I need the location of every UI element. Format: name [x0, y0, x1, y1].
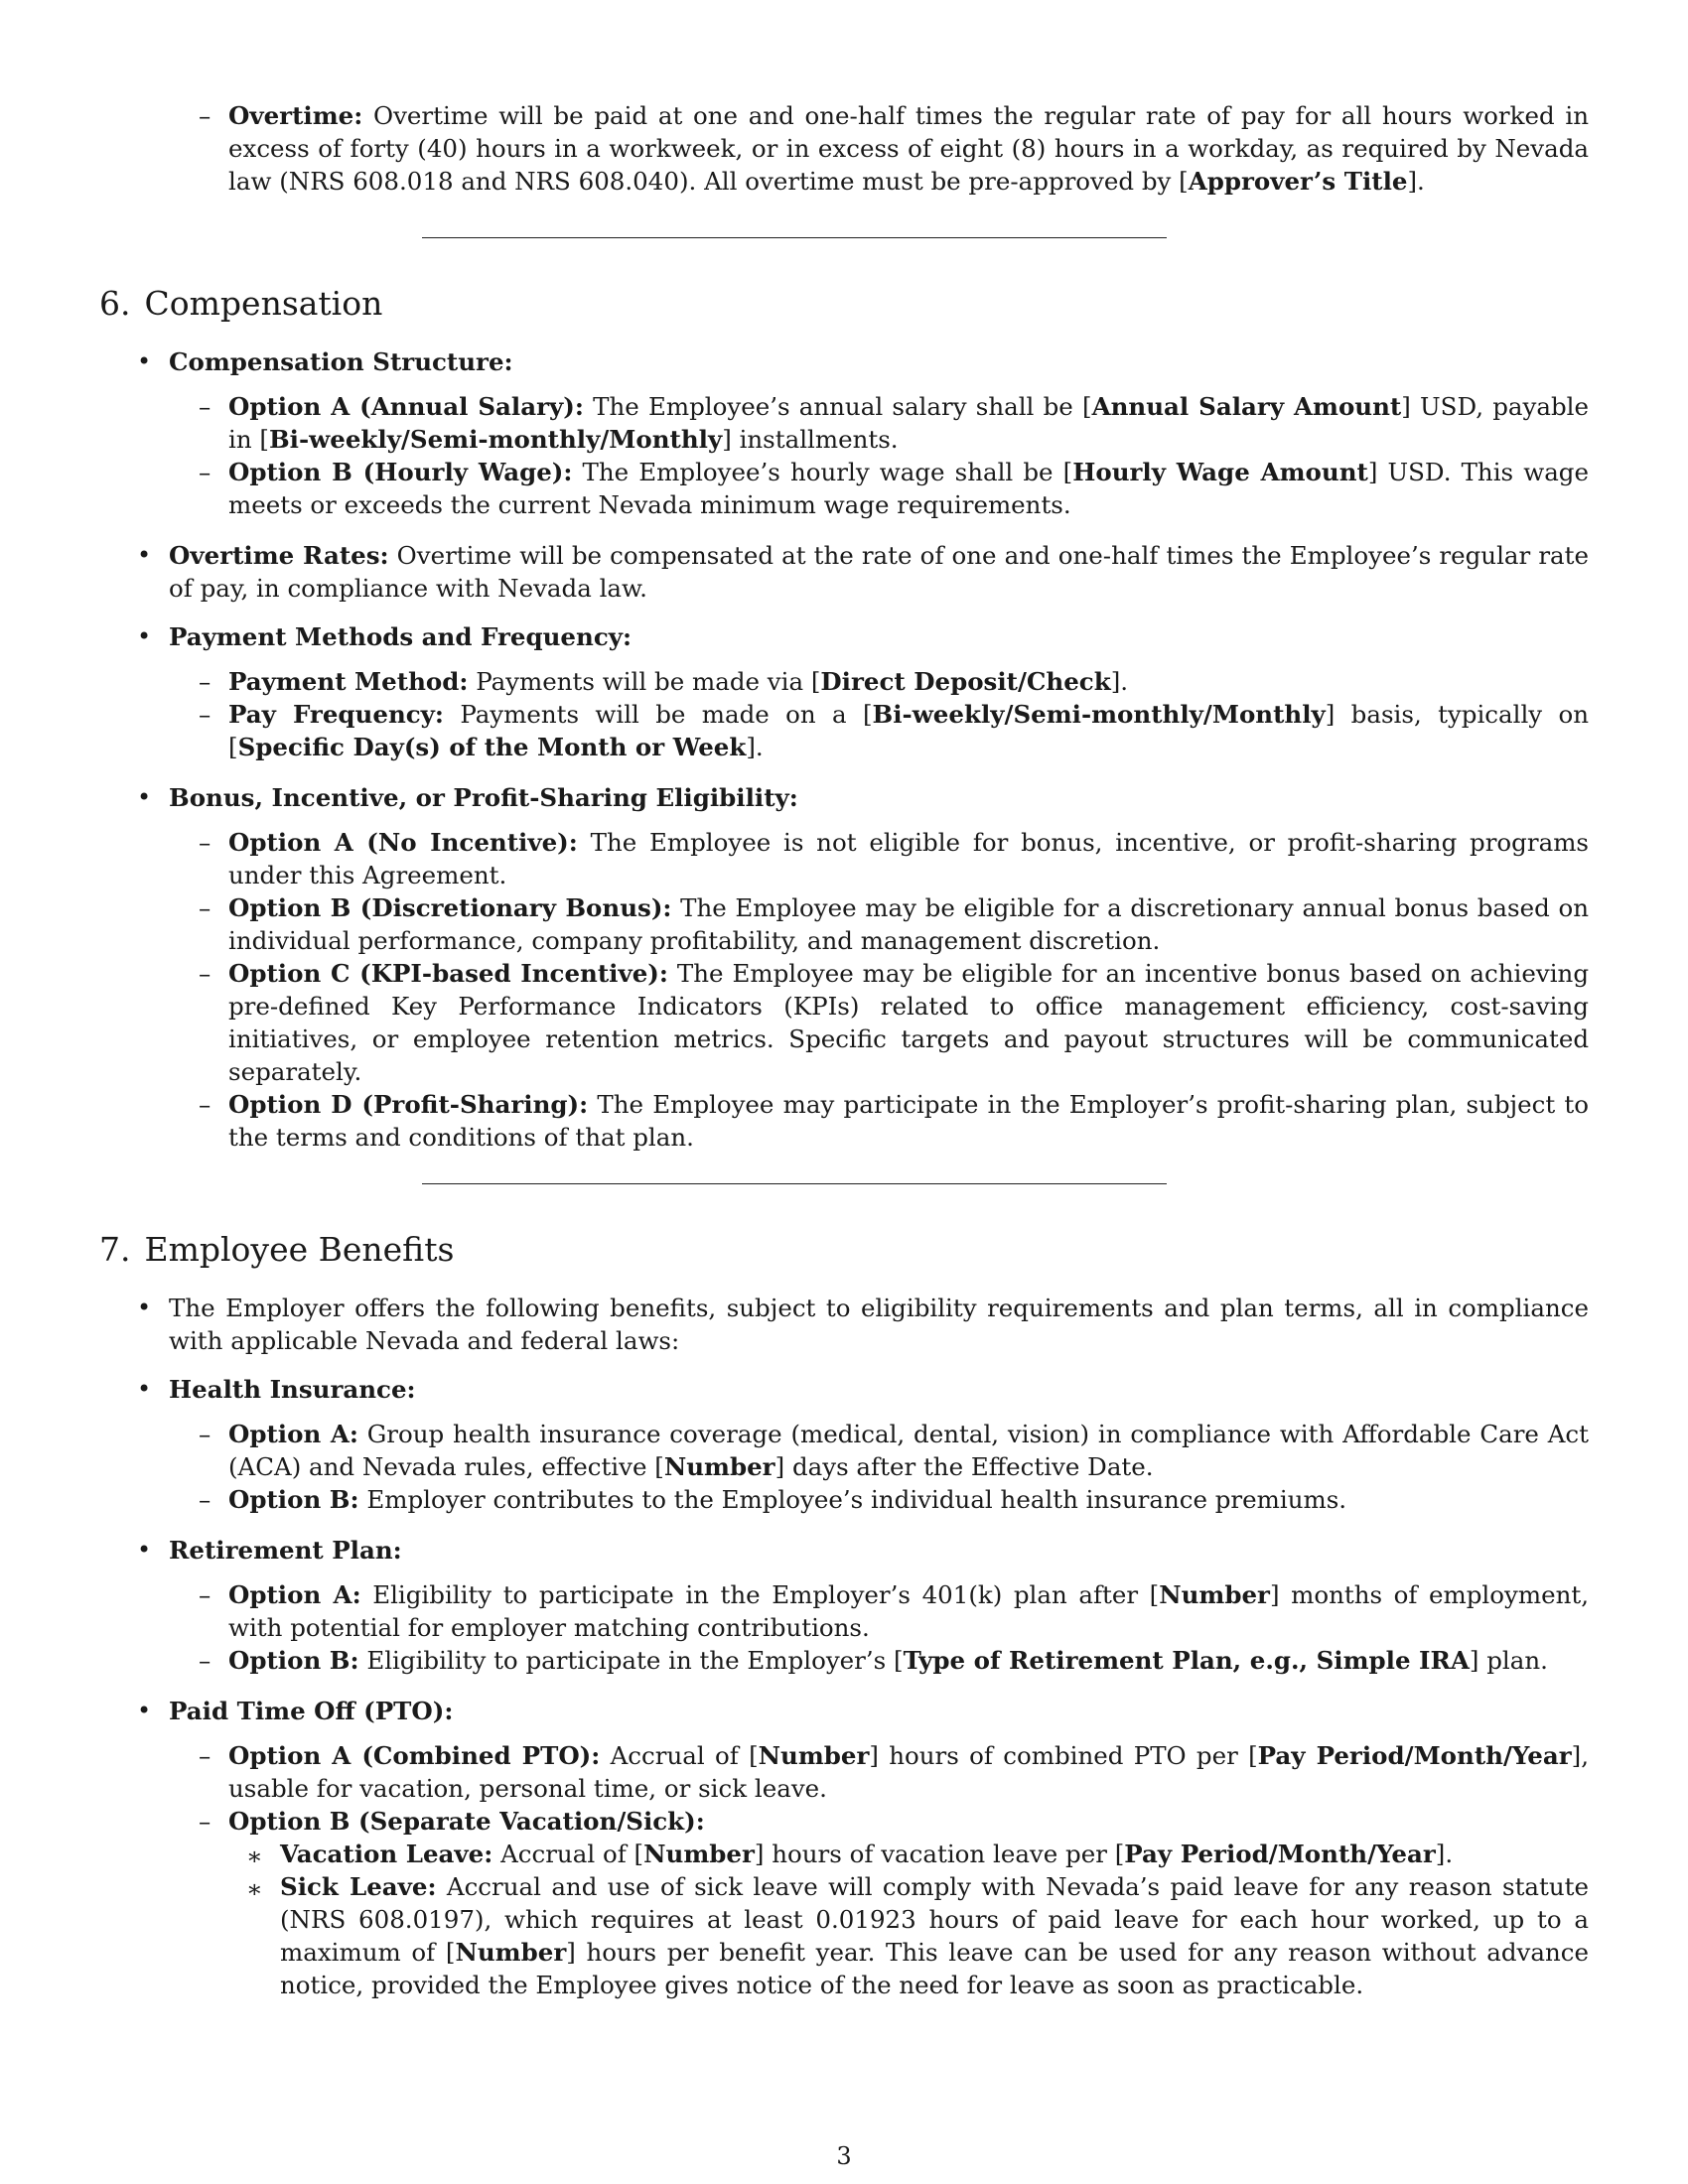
- dash-marker: –: [199, 667, 211, 696]
- dash-marker: –: [199, 1741, 211, 1770]
- placeholder: Pay Period/Month/Year: [1124, 1840, 1436, 1868]
- overtime-text-end: ].: [1407, 167, 1425, 196]
- benefits-intro: The Employer offers the following benefits, subject to eligibility requirements and plan terms, all in compliance with applicable Nevada and federal laws:: [169, 1294, 1589, 1355]
- bullet-marker: •: [137, 1697, 152, 1724]
- approver-placeholder: Approver’s Title: [1188, 167, 1408, 196]
- compensation-structure-item: [99, 345, 1589, 378]
- bonus-eligibility-item: [99, 781, 1589, 814]
- dash-marker: –: [199, 893, 211, 922]
- item-label: Compensation Structure:: [169, 347, 513, 376]
- placeholder: Number: [1159, 1580, 1270, 1609]
- item-text: Overtime will be compensated at the rate of one and one-half times the Employee’s regular rate of pay, in compliance with Nevada law.: [169, 541, 1589, 603]
- section-divider: [422, 237, 1167, 238]
- health-insurance-item: [99, 1373, 1589, 1406]
- placeholder: Pay Period/Month/Year: [1257, 1741, 1572, 1770]
- dash-marker: –: [199, 1090, 211, 1119]
- dash-marker: –: [199, 458, 211, 486]
- section-number: 7.: [99, 1230, 131, 1269]
- option-text: The Employee’s hourly wage shall be [: [572, 458, 1073, 486]
- option-text: Payments will be made on a [: [443, 700, 873, 729]
- bonus-option-b: [99, 891, 1589, 957]
- option-label: Sick Leave:: [280, 1872, 437, 1901]
- option-text: Employer contributes to the Employee’s individual health insurance premiums.: [358, 1485, 1347, 1514]
- retirement-option-a: [99, 1578, 1589, 1644]
- option-text: The Employee may be eligible for a discretionary annual bonus based on individual performance, company profitability, and management discretion.: [228, 893, 1589, 955]
- option-text: ] USD, payable in [: [228, 392, 1589, 454]
- dash-marker: –: [199, 1646, 211, 1675]
- option-text: The Employee is not eligible for bonus, incentive, or profit-sharing programs under this Agreement.: [228, 828, 1589, 889]
- health-option-b: [99, 1483, 1589, 1516]
- option-label: Option A:: [228, 1420, 358, 1448]
- option-text: ] hours of combined PTO per [: [869, 1741, 1258, 1770]
- page-number: 3: [836, 2142, 852, 2170]
- option-text: ] months of employment, with potential for employer matching contributions.: [228, 1580, 1589, 1642]
- section-number: 6.: [99, 284, 131, 323]
- placeholder: Specific Day(s) of the Month or Week: [237, 733, 747, 761]
- option-label: Vacation Leave:: [280, 1840, 493, 1868]
- health-option-a: [99, 1418, 1589, 1483]
- dash-marker: –: [199, 1580, 211, 1609]
- option-text: The Employee may participate in the Employer’s profit-sharing plan, subject to the terms and conditions of that plan.: [228, 1090, 1590, 1152]
- bonus-option-d: [99, 1088, 1589, 1154]
- option-text: ], usable for vacation, personal time, or sick leave.: [228, 1741, 1590, 1803]
- section-7-heading: [99, 1230, 1589, 1270]
- option-label: Option A (Annual Salary):: [228, 392, 584, 421]
- dash-marker: –: [199, 1420, 211, 1448]
- option-text: ].: [1435, 1840, 1454, 1868]
- benefits-intro-item: [99, 1292, 1589, 1357]
- option-text: Accrual of [: [492, 1840, 644, 1868]
- option-text: ] USD. This wage meets or exceeds the current Nevada minimum wage requirements.: [228, 458, 1589, 519]
- option-label: Option B (Discretionary Bonus):: [228, 893, 672, 922]
- bullet-marker: •: [137, 347, 152, 375]
- section-title: Employee Benefits: [144, 1230, 455, 1269]
- placeholder: Bi-weekly/Semi-monthly/Monthly: [268, 425, 723, 454]
- option-text: Accrual and use of sick leave will comply with Nevada’s paid leave for any reason statute (NRS 608.0197), which requires at least 0.01923 hours of paid leave for each hour worked, up to a maximum of [: [280, 1872, 1589, 1967]
- placeholder: Type of Retirement Plan, e.g., Simple IRA: [903, 1646, 1470, 1675]
- option-text: ] basis, typically on [: [228, 700, 1590, 761]
- retirement-options: [99, 1578, 1589, 1677]
- option-text: Group health insurance coverage (medical, dental, vision) in compliance with Affordable Care Act (ACA) and Nevada rules, effective [: [228, 1420, 1589, 1481]
- option-text: Eligibility to participate in the Employer’s 401(k) plan after [: [360, 1580, 1160, 1609]
- option-b-hourly: [99, 456, 1589, 521]
- option-label: Option B:: [228, 1485, 359, 1514]
- payment-methods-item: [99, 620, 1589, 653]
- dash-marker: –: [199, 1807, 211, 1836]
- option-label: Option A:: [228, 1580, 361, 1609]
- option-label: Option B (Separate Vacation/Sick):: [228, 1807, 705, 1836]
- bullet-marker: •: [137, 1536, 152, 1564]
- option-text: ].: [1110, 667, 1129, 696]
- placeholder: Number: [643, 1840, 755, 1868]
- pto-options: [99, 1739, 1589, 2001]
- bullet-marker: •: [137, 783, 152, 811]
- dash-marker: –: [199, 101, 211, 130]
- item-label: Health Insurance:: [169, 1375, 416, 1404]
- option-label: Option A (Combined PTO):: [228, 1741, 601, 1770]
- option-label: Option C (KPI-based Incentive):: [228, 959, 668, 988]
- placeholder: Annual Salary Amount: [1091, 392, 1402, 421]
- page-content: [99, 99, 1589, 2019]
- pay-frequency: [99, 698, 1589, 763]
- option-text: ] hours per benefit year. This leave can be used for any reason without advance notice, provided the Employee gives notice of the need for leave as soon as practicable.: [280, 1938, 1589, 1999]
- option-label: Option D (Profit-Sharing):: [228, 1090, 589, 1119]
- overtime-item: [99, 99, 1589, 198]
- pto-option-b: [99, 1805, 1589, 1838]
- vacation-leave-item: [99, 1838, 1589, 1870]
- bullet-marker: •: [137, 622, 152, 650]
- dash-marker: –: [199, 828, 211, 857]
- option-text: ] installments.: [722, 425, 899, 454]
- section-title: Compensation: [144, 284, 383, 323]
- section-divider: [422, 1183, 1167, 1184]
- item-label: Paid Time Off (PTO):: [169, 1697, 454, 1725]
- sick-leave-item: [99, 1870, 1589, 2001]
- overtime-rates-item: [99, 539, 1589, 605]
- option-text: Accrual of [: [600, 1741, 759, 1770]
- option-text: ] plan.: [1469, 1646, 1548, 1675]
- payment-options: [99, 665, 1589, 763]
- overtime-label: Overtime:: [228, 101, 363, 130]
- overtime-paragraph: [228, 99, 1589, 198]
- bonus-option-a: [99, 826, 1589, 891]
- option-text: ] days after the Effective Date.: [774, 1452, 1154, 1481]
- option-a-salary: [99, 390, 1589, 456]
- option-label: Pay Frequency:: [228, 700, 444, 729]
- placeholder: Number: [663, 1452, 775, 1481]
- option-label: Option B (Hourly Wage):: [228, 458, 573, 486]
- item-label: Retirement Plan:: [169, 1536, 402, 1565]
- placeholder: Number: [455, 1938, 567, 1967]
- dash-marker: –: [199, 700, 211, 729]
- item-label: Payment Methods and Frequency:: [169, 622, 633, 651]
- option-text: Eligibility to participate in the Employer’s [: [358, 1646, 904, 1675]
- compensation-options: [99, 390, 1589, 521]
- pto-item: [99, 1695, 1589, 1727]
- placeholder: Hourly Wage Amount: [1072, 458, 1368, 486]
- option-label: Payment Method:: [228, 667, 469, 696]
- payment-method: [99, 665, 1589, 698]
- health-options: [99, 1418, 1589, 1516]
- option-text: Payments will be made via [: [468, 667, 821, 696]
- item-label: Bonus, Incentive, or Profit-Sharing Eligibility:: [169, 783, 798, 812]
- bonus-options: [99, 826, 1589, 1154]
- bonus-option-c: [99, 957, 1589, 1088]
- bullet-marker: •: [137, 1375, 152, 1403]
- placeholder: Direct Deposit/Check: [820, 667, 1111, 696]
- bullet-marker: •: [137, 541, 152, 569]
- asterisk-marker: ∗: [246, 1842, 263, 1870]
- retirement-plan-item: [99, 1534, 1589, 1567]
- asterisk-marker: ∗: [246, 1874, 263, 1903]
- option-label: Option B:: [228, 1646, 359, 1675]
- placeholder: Number: [758, 1741, 870, 1770]
- dash-marker: –: [199, 959, 211, 988]
- dash-marker: –: [199, 392, 211, 421]
- pto-option-a: [99, 1739, 1589, 1805]
- item-label: Overtime Rates:: [169, 541, 389, 570]
- section-6-heading: [99, 284, 1589, 324]
- dash-marker: –: [199, 1485, 211, 1514]
- option-text: The Employee may be eligible for an incentive bonus based on achieving pre-defined Key Performance Indicators (KPIs) related to office management efficiency, cost-saving initiatives, or employee retention metrics. Specific targets and payout structures will be communicated separately.: [228, 959, 1590, 1086]
- option-text: The Employee’s annual salary shall be [: [583, 392, 1092, 421]
- retirement-option-b: [99, 1644, 1589, 1677]
- option-label: Option A (No Incentive):: [228, 828, 578, 857]
- overtime-text: Overtime will be paid at one and one-half times the regular rate of pay for all hours worked in excess of forty (40) hours in a workweek, or in excess of eight (8) hours in a workday, as required by Nevada law (NRS 608.018 and NRS 608.040). All overtime must be pre-approved by [: [228, 101, 1589, 196]
- bullet-marker: •: [137, 1294, 152, 1321]
- option-text: ].: [746, 733, 764, 761]
- option-text: ] hours of vacation leave per [: [754, 1840, 1125, 1868]
- placeholder: Bi-weekly/Semi-monthly/Monthly: [872, 700, 1326, 729]
